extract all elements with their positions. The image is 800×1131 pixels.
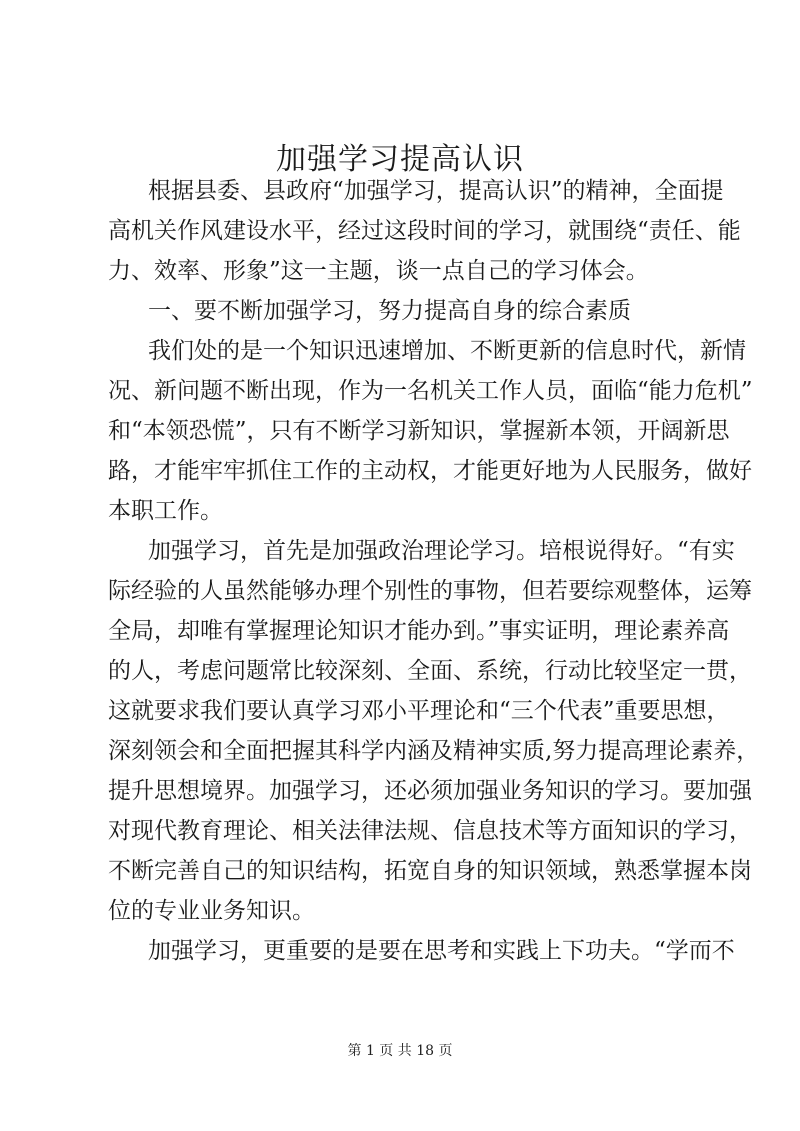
document-body	[108, 171, 760, 971]
text-line: 提升思想境界。加强学习，还必须加强业务知识的学习。要加强	[108, 778, 752, 804]
text-line: 位的专业业务知识。	[108, 898, 315, 924]
text-line: 高机关作风建设水平，经过这段时间的学习，就围绕“责任、能	[108, 218, 741, 244]
text-line: 路，才能牢牢抓住工作的主动权，才能更好地为人民服务，做好	[108, 458, 752, 484]
page-footer: 第 1 页 共 18 页	[347, 1043, 453, 1059]
text-line: 加强学习，首先是加强政治理论学习。培根说得好。“有实	[148, 538, 735, 564]
text-line: 况、新问题不断出现，作为一名机关工作人员，面临“能力危机”	[108, 378, 753, 404]
text-line: 加强学习，更重要的是要在思考和实践上下功夫。“学而不	[148, 938, 735, 964]
text-line: 我们处的是一个知识迅速增加、不断更新的信息时代，新情	[148, 338, 746, 364]
text-line: 的人，考虑问题常比较深刻、全面、系统，行动比较坚定一贯，	[108, 658, 752, 684]
paragraph	[108, 931, 735, 971]
text-line: 一、要不断加强学习，努力提高自身的综合素质	[148, 298, 631, 324]
paragraph	[108, 331, 753, 531]
text-line: 对现代教育理论、相关法律法规、信息技术等方面知识的学习，	[108, 818, 752, 844]
paragraph	[108, 531, 760, 931]
document-title: 加强学习提高认识	[276, 142, 524, 177]
text-line: 这就要求我们要认真学习邓小平理论和“三个代表”重要思想，	[108, 698, 730, 724]
text-line: 根据县委、县政府“加强学习，提高认识”的精神，全面提	[148, 178, 724, 204]
text-line: 本职工作。	[108, 498, 223, 524]
paragraph	[108, 171, 741, 291]
text-line: 力、效率、形象”这一主题，谈一点自己的学习体会。	[108, 258, 649, 284]
paragraph	[108, 291, 714, 331]
text-line: 不断完善自己的知识结构，拓宽自身的知识领域，熟悉掌握本岗	[108, 858, 752, 884]
text-line: 和“本领恐慌”，只有不断学习新知识，掌握新本领，开阔新思	[108, 418, 730, 444]
text-line: 深刻领会和全面把握其科学内涵及精神实质,努力提高理论素养，	[108, 738, 760, 764]
text-line: 际经验的人虽然能够办理个别性的事物，但若要综观整体，运筹	[108, 578, 752, 604]
text-line: 全局，却唯有掌握理论知识才能办到。”事实证明，理论素养高	[108, 618, 730, 644]
